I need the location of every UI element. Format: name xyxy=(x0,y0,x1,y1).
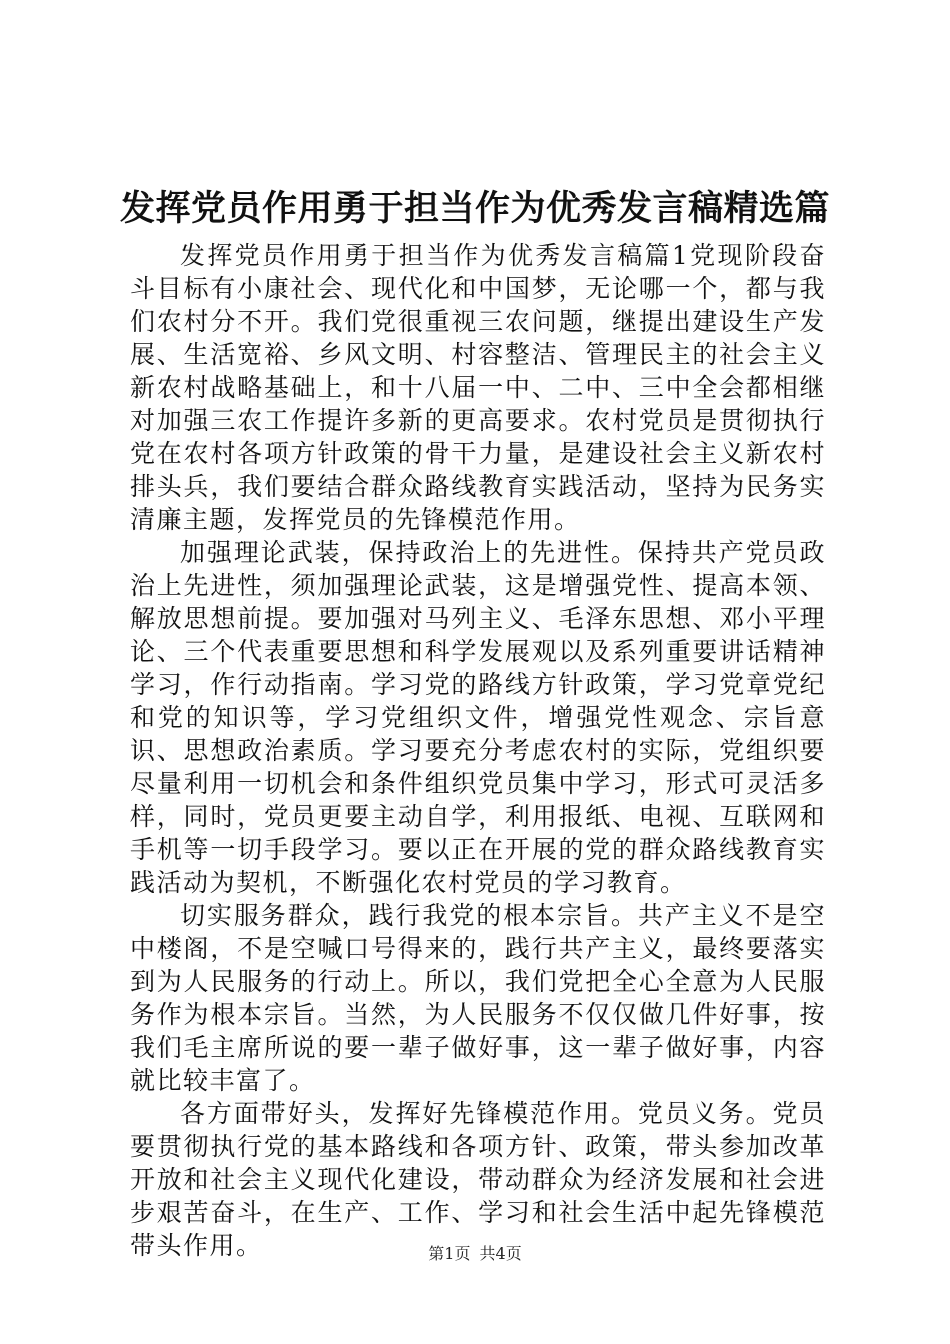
page-number: 第1页 xyxy=(428,1244,471,1263)
page-total: 共4页 xyxy=(479,1244,522,1263)
paragraph-3: 切实服务群众，践行我党的根本宗旨。共产主义不是空中楼阁，不是空喊口号得来的，践行共产主义，最终要落实到为人民服务的行动上。所以，我们党把全心全意为人民服务作为根本宗旨。当然，为人民服务不仅仅做几件好事，按我们毛主席所说的要一辈子做好事，这一辈子做好事，内容就比较丰富了。 xyxy=(130,901,826,1095)
document-title: 发挥党员作用勇于担当作为优秀发言稿精选篇 xyxy=(120,189,831,229)
document-body xyxy=(130,239,826,1262)
page-footer xyxy=(0,1244,950,1264)
paragraph-4: 各方面带好头，发挥好先锋模范作用。党员义务。党员要贯彻执行党的基本路线和各项方针、政策，带头参加改革开放和社会主义现代化建设，带动群众为经济发展和社会进步艰苦奋斗，在生产、工作、学习和社会生活中起先锋模范带头作用。 xyxy=(130,1099,826,1260)
paragraph-1: 发挥党员作用勇于担当作为优秀发言稿篇1党现阶段奋斗目标有小康社会、现代化和中国梦，无论哪一个，都与我们农村分不开。我们党很重视三农问题，继提出建设生产发展、生活宽裕、乡风文明、村容整洁、管理民主的社会主义新农村战略基础上，和十八届一中、二中、三中全会都相继对加强三农工作提许多新的更高要求。农村党员是贯彻执行党在农村各项方针政策的骨干力量，是建设社会主义新农村排头兵，我们要结合群众路线教育实践活动，坚持为民务实清廉主题，发挥党员的先锋模范作用。 xyxy=(130,241,826,534)
paragraph-2: 加强理论武装，保持政治上的先进性。保持共产党员政治上先进性，须加强理论武装，这是增强党性、提高本领、解放思想前提。要加强对马列主义、毛泽东思想、邓小平理论、三个代表重要思想和科学发展观以及系列重要讲话精神学习，作行动指南。学习党的路线方针政策，学习党章党纪和党的知识等，学习党组织文件，增强党性观念、宗旨意识、思想政治素质。学习要充分考虑农村的实际，党组织要尽量利用一切机会和条件组织党员集中学习，形式可灵活多样，同时，党员更要主动自学，利用报纸、电视、互联网和手机等一切手段学习。要以正在开展的党的群众路线教育实践活动为契机，不断强化农村党员的学习教育。 xyxy=(130,538,826,897)
